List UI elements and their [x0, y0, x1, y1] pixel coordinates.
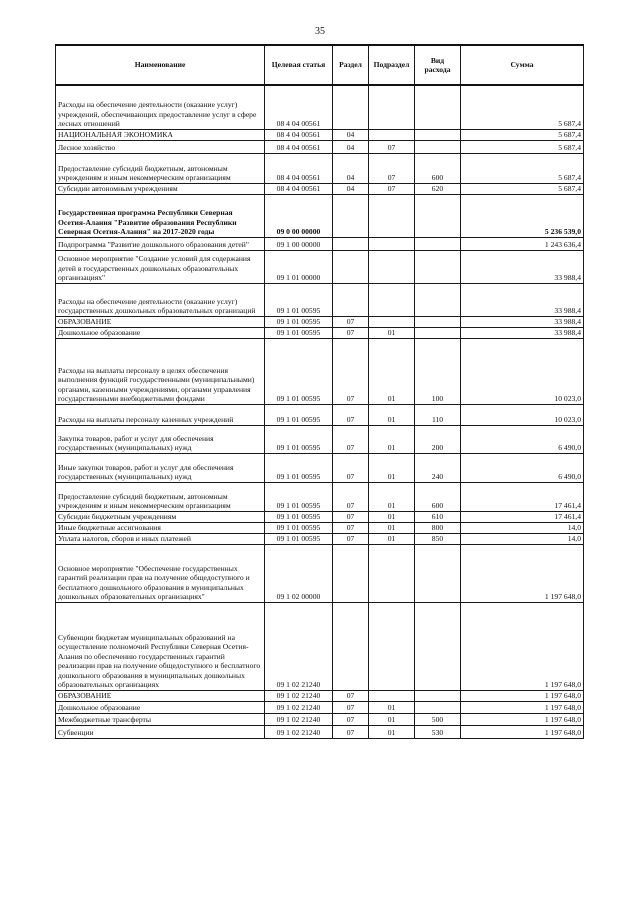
row-code-cell: 09 1 02 00000	[265, 544, 333, 602]
row-code-cell: 09 1 02 21240	[265, 713, 333, 725]
row-subsection-cell	[369, 129, 415, 140]
row-section-cell: 04	[333, 129, 369, 140]
row-type-cell	[415, 283, 461, 316]
row-section-cell: 07	[333, 404, 369, 425]
row-code-cell: 09 1 01 00000	[265, 250, 333, 283]
row-sum-cell: 5 687,4	[461, 183, 584, 194]
row-subsection-cell: 01	[369, 425, 415, 453]
table-row	[56, 140, 584, 153]
row-code-cell: 09 1 01 00595	[265, 404, 333, 425]
row-type-cell: 800	[415, 522, 461, 533]
row-name-cell: Дошкольное образование	[56, 701, 265, 713]
row-subsection-cell: 01	[369, 453, 415, 482]
row-sum-cell: 6 490,0	[461, 453, 584, 482]
row-code-cell: 08 4 04 00561	[265, 85, 333, 129]
row-sum-cell: 1 243 636,4	[461, 237, 584, 250]
row-type-cell: 240	[415, 453, 461, 482]
row-subsection-cell: 01	[369, 713, 415, 725]
row-subsection-cell: 01	[369, 327, 415, 338]
row-code-cell: 08 4 04 00561	[265, 183, 333, 194]
row-code-cell: 09 1 01 00595	[265, 482, 333, 511]
row-type-cell: 600	[415, 153, 461, 183]
table-row	[56, 690, 584, 701]
row-section-cell: 07	[333, 725, 369, 738]
row-subsection-cell	[369, 690, 415, 701]
row-section-cell: 07	[333, 522, 369, 533]
row-name-cell: Основное мероприятие "Обеспечение государственных гарантий реализации прав на получение общедоступного и бесплатного дошкольного образования в муниципальных дошкольных образовательных организациях"	[56, 544, 265, 602]
row-sum-cell: 1 197 648,0	[461, 602, 584, 690]
row-type-cell	[415, 194, 461, 237]
row-subsection-cell	[369, 283, 415, 316]
table-row	[56, 511, 584, 522]
row-section-cell: 07	[333, 453, 369, 482]
row-section-cell: 07	[333, 533, 369, 544]
row-name-cell: Иные закупки товаров, работ и услуг для обеспечения государственных (муниципальных) нужд	[56, 453, 265, 482]
row-subsection-cell: 01	[369, 338, 415, 404]
row-section-cell	[333, 250, 369, 283]
row-type-cell	[415, 237, 461, 250]
table-row	[56, 602, 584, 690]
table-row	[56, 713, 584, 725]
row-name-cell: Иные бюджетные ассигнования	[56, 522, 265, 533]
row-subsection-cell: 07	[369, 183, 415, 194]
table-row	[56, 327, 584, 338]
row-type-cell: 850	[415, 533, 461, 544]
row-name-cell: Дошкольное образование	[56, 327, 265, 338]
row-section-cell: 07	[333, 701, 369, 713]
table-row	[56, 522, 584, 533]
row-code-cell: 09 1 02 21240	[265, 701, 333, 713]
row-code-cell: 09 1 01 00595	[265, 533, 333, 544]
header-code: Целевая статья	[265, 45, 333, 85]
row-section-cell: 07	[333, 690, 369, 701]
table-row	[56, 482, 584, 511]
row-sum-cell: 33 988,4	[461, 283, 584, 316]
row-code-cell: 08 4 04 00561	[265, 140, 333, 153]
row-sum-cell: 5 236 539,0	[461, 194, 584, 237]
table-row	[56, 316, 584, 327]
row-code-cell: 09 1 01 00595	[265, 327, 333, 338]
row-type-cell	[415, 690, 461, 701]
row-subsection-cell	[369, 316, 415, 327]
row-section-cell	[333, 544, 369, 602]
header-section: Раздел	[333, 45, 369, 85]
row-sum-cell: 33 988,4	[461, 316, 584, 327]
row-code-cell: 09 1 01 00595	[265, 338, 333, 404]
row-subsection-cell	[369, 237, 415, 250]
row-name-cell: Предоставление субсидий бюджетным, автономным учреждениям и иным некоммерческим организациям	[56, 482, 265, 511]
row-section-cell	[333, 85, 369, 129]
row-subsection-cell	[369, 85, 415, 129]
row-section-cell: 04	[333, 140, 369, 153]
header-type: Вид расхода	[415, 45, 461, 85]
table-row	[56, 237, 584, 250]
row-name-cell: Подпрограмма "Развитие дошкольного образования детей"	[56, 237, 265, 250]
row-section-cell: 07	[333, 327, 369, 338]
row-subsection-cell: 01	[369, 511, 415, 522]
row-section-cell: 07	[333, 713, 369, 725]
row-section-cell: 07	[333, 511, 369, 522]
row-name-cell: Субсидии бюджетным учреждениям	[56, 511, 265, 522]
row-sum-cell: 1 197 648,0	[461, 544, 584, 602]
row-code-cell: 09 1 02 21240	[265, 690, 333, 701]
row-type-cell: 530	[415, 725, 461, 738]
header-name: Наименование	[56, 45, 265, 85]
row-type-cell: 600	[415, 482, 461, 511]
row-subsection-cell: 01	[369, 522, 415, 533]
row-name-cell: Лесное хозяйство	[56, 140, 265, 153]
row-type-cell: 620	[415, 183, 461, 194]
table-row	[56, 283, 584, 316]
row-type-cell: 110	[415, 404, 461, 425]
table-header-row	[56, 45, 584, 85]
row-section-cell	[333, 237, 369, 250]
table-row	[56, 425, 584, 453]
row-subsection-cell	[369, 194, 415, 237]
row-name-cell: ОБРАЗОВАНИЕ	[56, 316, 265, 327]
row-code-cell: 09 1 01 00595	[265, 283, 333, 316]
table-row	[56, 533, 584, 544]
table-row	[56, 453, 584, 482]
row-sum-cell: 33 988,4	[461, 250, 584, 283]
row-type-cell	[415, 85, 461, 129]
row-section-cell: 07	[333, 482, 369, 511]
row-section-cell: 07	[333, 316, 369, 327]
table-row	[56, 544, 584, 602]
table-row	[56, 153, 584, 183]
row-code-cell: 09 1 01 00595	[265, 425, 333, 453]
row-name-cell: Закупка товаров, работ и услуг для обеспечения государственных (муниципальных) нужд	[56, 425, 265, 453]
row-type-cell: 200	[415, 425, 461, 453]
row-name-cell: Субвенции	[56, 725, 265, 738]
row-code-cell: 09 1 01 00595	[265, 316, 333, 327]
row-code-cell: 09 1 01 00595	[265, 522, 333, 533]
row-name-cell: Основное мероприятие "Создание условий для содержания детей в государственных дошкольных образовательных организациях"	[56, 250, 265, 283]
row-section-cell	[333, 602, 369, 690]
row-name-cell: Расходы на обеспечение деятельности (оказание услуг) учреждений, обеспечивающих предоставление услуг в сфере лесных отношений	[56, 85, 265, 129]
row-type-cell	[415, 140, 461, 153]
row-section-cell: 07	[333, 425, 369, 453]
header-subsection: Подраздел	[369, 45, 415, 85]
row-type-cell: 500	[415, 713, 461, 725]
row-type-cell: 610	[415, 511, 461, 522]
row-sum-cell: 6 490,0	[461, 425, 584, 453]
row-subsection-cell	[369, 544, 415, 602]
table-row	[56, 404, 584, 425]
row-section-cell	[333, 283, 369, 316]
row-subsection-cell: 01	[369, 404, 415, 425]
row-sum-cell: 14,0	[461, 522, 584, 533]
row-name-cell: Субсидии автономным учреждениям	[56, 183, 265, 194]
row-subsection-cell: 07	[369, 153, 415, 183]
row-name-cell: Расходы на выплаты персоналу казенных учреждений	[56, 404, 265, 425]
row-name-cell: ОБРАЗОВАНИЕ	[56, 690, 265, 701]
row-section-cell: 04	[333, 183, 369, 194]
row-section-cell: 04	[333, 153, 369, 183]
row-section-cell: 07	[333, 338, 369, 404]
row-code-cell: 08 4 04 00561	[265, 153, 333, 183]
row-name-cell: Межбюджетные трансферты	[56, 713, 265, 725]
table-row	[56, 85, 584, 129]
row-sum-cell: 1 197 648,0	[461, 713, 584, 725]
table-row	[56, 194, 584, 237]
row-sum-cell: 1 197 648,0	[461, 690, 584, 701]
row-name-cell: Расходы на обеспечение деятельности (оказание услуг) государственных дошкольных образовательных организаций	[56, 283, 265, 316]
row-type-cell	[415, 250, 461, 283]
row-sum-cell: 10 023,0	[461, 338, 584, 404]
row-code-cell: 09 0 00 00000	[265, 194, 333, 237]
row-code-cell: 08 4 04 00561	[265, 129, 333, 140]
row-subsection-cell: 01	[369, 725, 415, 738]
row-code-cell: 09 1 00 00000	[265, 237, 333, 250]
row-subsection-cell	[369, 602, 415, 690]
row-subsection-cell	[369, 250, 415, 283]
table-row	[56, 250, 584, 283]
row-sum-cell: 5 687,4	[461, 85, 584, 129]
row-type-cell	[415, 316, 461, 327]
row-name-cell: Расходы на выплаты персоналу в целях обеспечения выполнения функций государственными (муниципальными) органами, казенными учреждениями, органами управления государственными внебюджетными фондами	[56, 338, 265, 404]
row-name-cell: Субвенции бюджетам муниципальных образований на осуществление полномочий Республики Северная Осетия-Алания по обеспечению государственных гарантий реализации прав на получение общедоступного и бесплатного дошкольного образования в муниципальных дошкольных образовательных организациях	[56, 602, 265, 690]
row-subsection-cell: 07	[369, 140, 415, 153]
row-type-cell: 100	[415, 338, 461, 404]
table-row	[56, 338, 584, 404]
row-sum-cell: 5 687,4	[461, 140, 584, 153]
row-type-cell	[415, 327, 461, 338]
row-type-cell	[415, 544, 461, 602]
row-subsection-cell: 01	[369, 701, 415, 713]
row-section-cell	[333, 194, 369, 237]
table-row	[56, 183, 584, 194]
row-name-cell: Уплата налогов, сборов и иных платежей	[56, 533, 265, 544]
row-sum-cell: 17 461,4	[461, 482, 584, 511]
budget-table	[55, 44, 584, 739]
row-type-cell	[415, 701, 461, 713]
row-type-cell	[415, 602, 461, 690]
row-name-cell: Государственная программа Республики Северная Осетия-Алания "Развитие образования Республики Северная Осетия-Алания" на 2017-2020 годы	[56, 194, 265, 237]
row-sum-cell: 5 687,4	[461, 153, 584, 183]
row-code-cell: 09 1 02 21240	[265, 725, 333, 738]
row-subsection-cell: 01	[369, 482, 415, 511]
table-row	[56, 701, 584, 713]
row-subsection-cell: 01	[369, 533, 415, 544]
header-sum: Сумма	[461, 45, 584, 85]
row-sum-cell: 5 687,4	[461, 129, 584, 140]
table-row	[56, 725, 584, 738]
row-type-cell	[415, 129, 461, 140]
row-sum-cell: 33 988,4	[461, 327, 584, 338]
row-code-cell: 09 1 02 21240	[265, 602, 333, 690]
row-sum-cell: 1 197 648,0	[461, 701, 584, 713]
row-name-cell: Предоставление субсидий бюджетным, автономным учреждениям и иным некоммерческим организациям	[56, 153, 265, 183]
page-number: 35	[315, 26, 325, 37]
row-sum-cell: 17 461,4	[461, 511, 584, 522]
row-name-cell: НАЦИОНАЛЬНАЯ ЭКОНОМИКА	[56, 129, 265, 140]
row-sum-cell: 1 197 648,0	[461, 725, 584, 738]
row-code-cell: 09 1 01 00595	[265, 453, 333, 482]
row-code-cell: 09 1 01 00595	[265, 511, 333, 522]
row-sum-cell: 10 023,0	[461, 404, 584, 425]
row-sum-cell: 14,0	[461, 533, 584, 544]
table-row	[56, 129, 584, 140]
